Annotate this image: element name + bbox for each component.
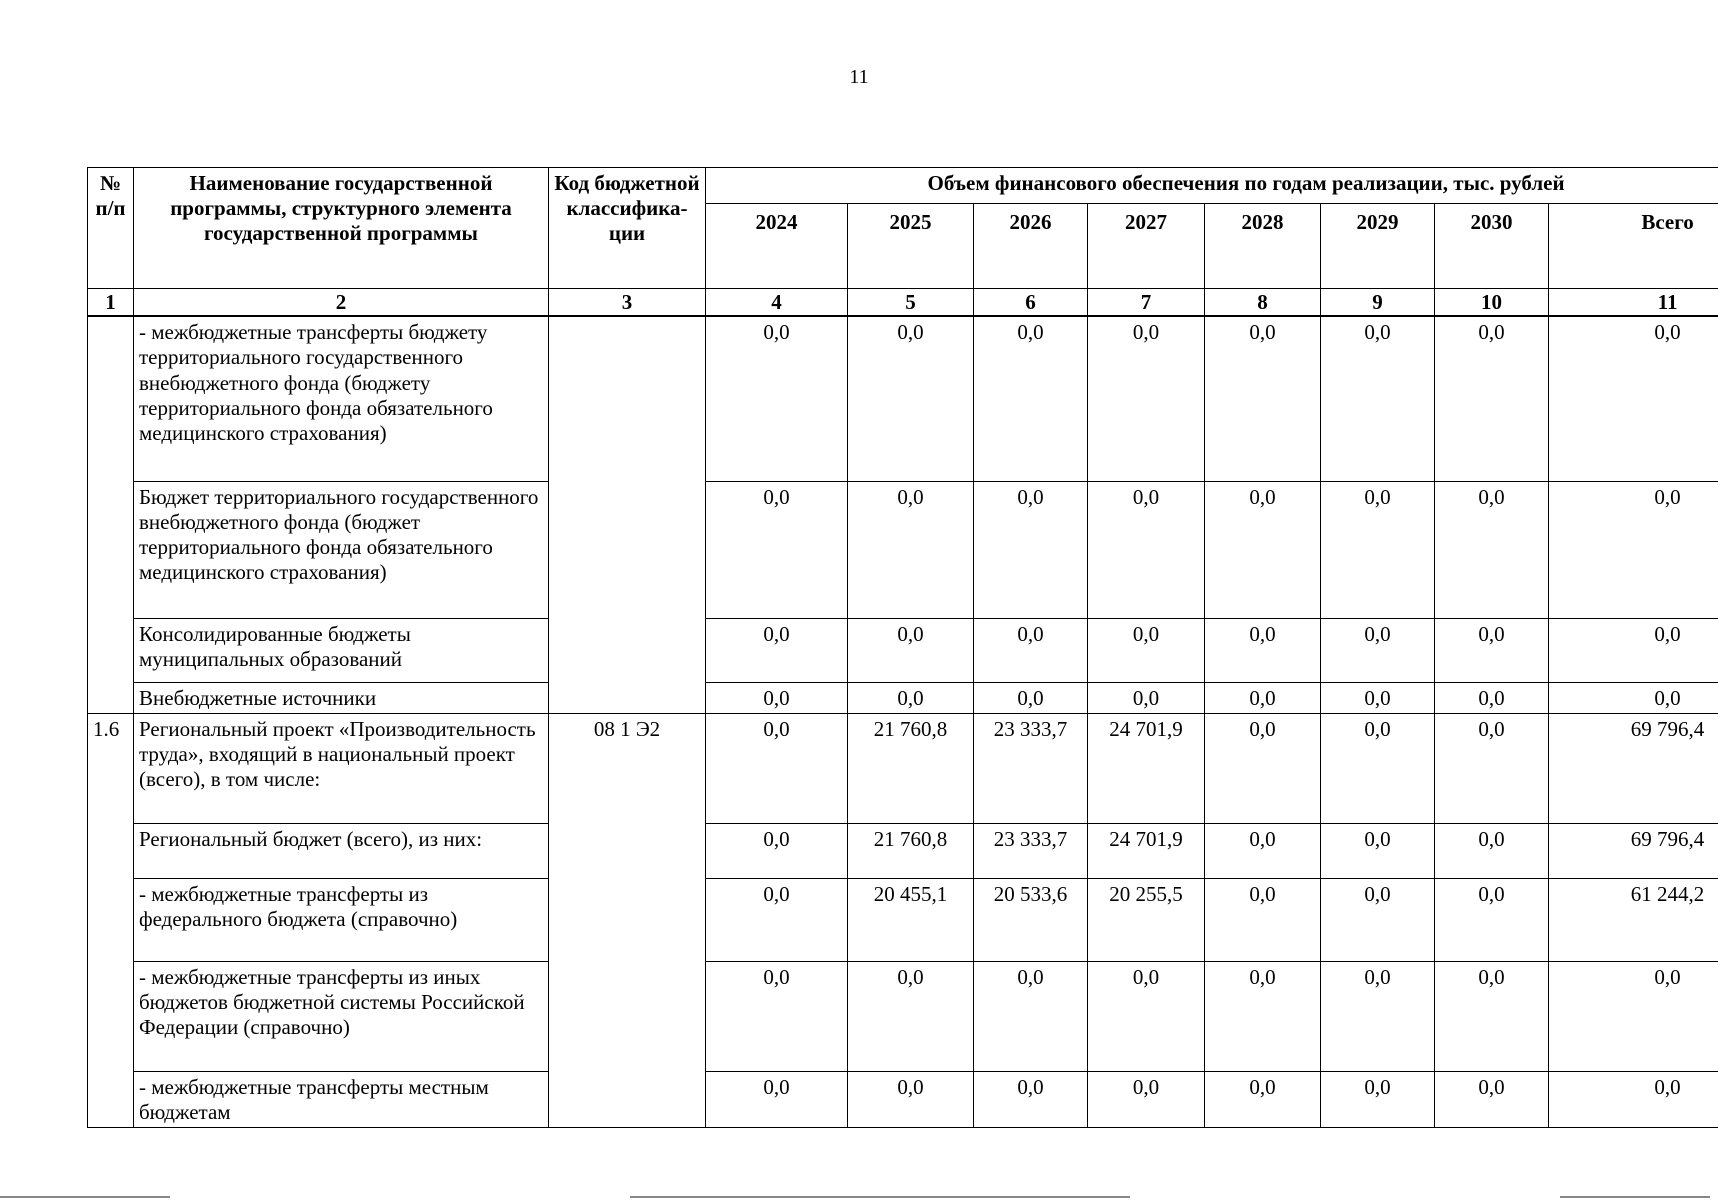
value-cell: 0,0 — [706, 618, 848, 682]
header-volume: Объем финансового обеспечения по годам реализации, тыс. рублей — [706, 168, 1718, 204]
value-cell: 0,0 — [706, 481, 848, 618]
value-cell: 0,0 — [1321, 961, 1435, 1071]
value-cell: 0,0 — [1435, 823, 1549, 878]
row-name: - межбюджетные трансферты местным бюджетам — [134, 1071, 549, 1127]
table-row — [88, 316, 1718, 481]
value-cell: 0,0 — [1321, 316, 1435, 481]
value-cell: 0,0 — [1088, 316, 1205, 481]
scan-artifact — [630, 1196, 1130, 1198]
value-cell: 0,0 — [706, 878, 848, 961]
column-number: 7 — [1088, 289, 1205, 317]
value-cell: 0,0 — [1321, 713, 1435, 823]
value-cell: 0,0 — [706, 713, 848, 823]
column-number: 8 — [1205, 289, 1321, 317]
value-cell: 0,0 — [848, 481, 974, 618]
header-year-2028: 2028 — [1205, 204, 1321, 289]
header-year-2025: 2025 — [848, 204, 974, 289]
value-cell: 21 760,8 — [848, 823, 974, 878]
header-year-2030: 2030 — [1435, 204, 1549, 289]
table-row — [88, 961, 1718, 1071]
value-cell: 0,0 — [1205, 1071, 1321, 1127]
financing-table — [87, 167, 1718, 1128]
value-cell: 24 701,9 — [1088, 823, 1205, 878]
value-cell: 0,0 — [1549, 618, 1718, 682]
value-cell: 0,0 — [1088, 682, 1205, 713]
column-number: 11 — [1549, 289, 1718, 317]
header-year-2026: 2026 — [974, 204, 1088, 289]
value-cell: 0,0 — [848, 1071, 974, 1127]
header-code: Код бюджетной классифика-ции — [549, 168, 706, 289]
column-numbers-row — [88, 289, 1718, 317]
column-number: 6 — [974, 289, 1088, 317]
table-header — [88, 168, 1718, 317]
row-name: Региональный проект «Производительность труда», входящий в национальный проект (всего), в том числе: — [134, 713, 549, 823]
value-cell: 0,0 — [1435, 316, 1549, 481]
value-cell: 0,0 — [1205, 878, 1321, 961]
scan-artifact — [0, 1196, 170, 1198]
column-number: 3 — [549, 289, 706, 317]
value-cell: 0,0 — [974, 316, 1088, 481]
header-num: № п/п — [88, 168, 134, 289]
table-row — [88, 618, 1718, 682]
value-cell: 0,0 — [1549, 1071, 1718, 1127]
header-name: Наименование государственной программы, структурного элемента государственной программы — [134, 168, 549, 289]
value-cell: 20 255,5 — [1088, 878, 1205, 961]
value-cell: 0,0 — [974, 961, 1088, 1071]
value-cell: 0,0 — [1321, 823, 1435, 878]
value-cell: 0,0 — [1088, 1071, 1205, 1127]
value-cell: 0,0 — [848, 618, 974, 682]
column-number: 10 — [1435, 289, 1549, 317]
value-cell: 0,0 — [1435, 878, 1549, 961]
value-cell: 0,0 — [1321, 618, 1435, 682]
value-cell: 0,0 — [706, 316, 848, 481]
value-cell: 0,0 — [706, 961, 848, 1071]
header-year-2029: 2029 — [1321, 204, 1435, 289]
header-year-2024: 2024 — [706, 204, 848, 289]
value-cell: 69 796,4 — [1549, 823, 1718, 878]
value-cell: 23 333,7 — [974, 823, 1088, 878]
value-cell: 0,0 — [1088, 961, 1205, 1071]
row-name: - межбюджетные трансферты бюджету территориального государственного внебюджетного фонда (бюджету территориального фонда обязательного медицинского страхования) — [134, 316, 549, 481]
value-cell: 0,0 — [1088, 618, 1205, 682]
value-cell: 0,0 — [706, 823, 848, 878]
value-cell: 0,0 — [974, 618, 1088, 682]
table-row — [88, 878, 1718, 961]
value-cell: 0,0 — [1205, 823, 1321, 878]
column-number: 2 — [134, 289, 549, 317]
row-name: Региональный бюджет (всего), из них: — [134, 823, 549, 878]
value-cell: 0,0 — [1205, 682, 1321, 713]
value-cell: 0,0 — [1435, 618, 1549, 682]
scan-artifact — [1560, 1196, 1710, 1198]
value-cell: 0,0 — [1321, 481, 1435, 618]
value-cell: 0,0 — [1205, 618, 1321, 682]
row-code — [549, 316, 706, 713]
page-number: 11 — [849, 66, 869, 88]
row-name: - межбюджетные трансферты из иных бюджетов бюджетной системы Российской Федерации (справочно) — [134, 961, 549, 1071]
value-cell: 0,0 — [1549, 316, 1718, 481]
value-cell: 0,0 — [974, 1071, 1088, 1127]
column-number: 5 — [848, 289, 974, 317]
value-cell: 0,0 — [1205, 316, 1321, 481]
value-cell: 24 701,9 — [1088, 713, 1205, 823]
value-cell: 0,0 — [706, 682, 848, 713]
value-cell: 0,0 — [848, 961, 974, 1071]
value-cell: 23 333,7 — [974, 713, 1088, 823]
table-row — [88, 481, 1718, 618]
value-cell: 20 533,6 — [974, 878, 1088, 961]
column-number: 4 — [706, 289, 848, 317]
column-number: 1 — [88, 289, 134, 317]
value-cell: 0,0 — [1088, 481, 1205, 618]
value-cell: 0,0 — [706, 1071, 848, 1127]
value-cell: 0,0 — [1549, 481, 1718, 618]
value-cell: 0,0 — [1205, 961, 1321, 1071]
row-name: Внебюджетные источники — [134, 682, 549, 713]
row-name: Консолидированные бюджеты муниципальных образований — [134, 618, 549, 682]
column-number: 9 — [1321, 289, 1435, 317]
table-row — [88, 682, 1718, 713]
value-cell: 0,0 — [1435, 713, 1549, 823]
value-cell: 20 455,1 — [848, 878, 974, 961]
value-cell: 0,0 — [848, 682, 974, 713]
table-row — [88, 713, 1718, 823]
row-index: 1.6 — [88, 713, 134, 1127]
value-cell: 21 760,8 — [848, 713, 974, 823]
value-cell: 0,0 — [1435, 682, 1549, 713]
value-cell: 0,0 — [1435, 481, 1549, 618]
value-cell: 0,0 — [1435, 1071, 1549, 1127]
value-cell: 0,0 — [974, 682, 1088, 713]
value-cell: 61 244,2 — [1549, 878, 1718, 961]
value-cell: 69 796,4 — [1549, 713, 1718, 823]
value-cell: 0,0 — [1435, 961, 1549, 1071]
value-cell: 0,0 — [1321, 878, 1435, 961]
value-cell: 0,0 — [1321, 1071, 1435, 1127]
header-total: Всего — [1549, 204, 1718, 289]
value-cell: 0,0 — [1321, 682, 1435, 713]
value-cell: 0,0 — [848, 316, 974, 481]
table-body — [88, 316, 1718, 1128]
table-row — [88, 823, 1718, 878]
row-name: Бюджет территориального государственного внебюджетного фонда (бюджет территориального фонда обязательного медицинского страхования) — [134, 481, 549, 618]
value-cell: 0,0 — [1549, 682, 1718, 713]
row-code: 08 1 Э2 — [549, 713, 706, 1127]
table-row — [88, 1071, 1718, 1127]
row-index — [88, 316, 134, 713]
value-cell: 0,0 — [1549, 961, 1718, 1071]
row-name: - межбюджетные трансферты из федерального бюджета (справочно) — [134, 878, 549, 961]
value-cell: 0,0 — [974, 481, 1088, 618]
value-cell: 0,0 — [1205, 713, 1321, 823]
header-year-2027: 2027 — [1088, 204, 1205, 289]
value-cell: 0,0 — [1205, 481, 1321, 618]
